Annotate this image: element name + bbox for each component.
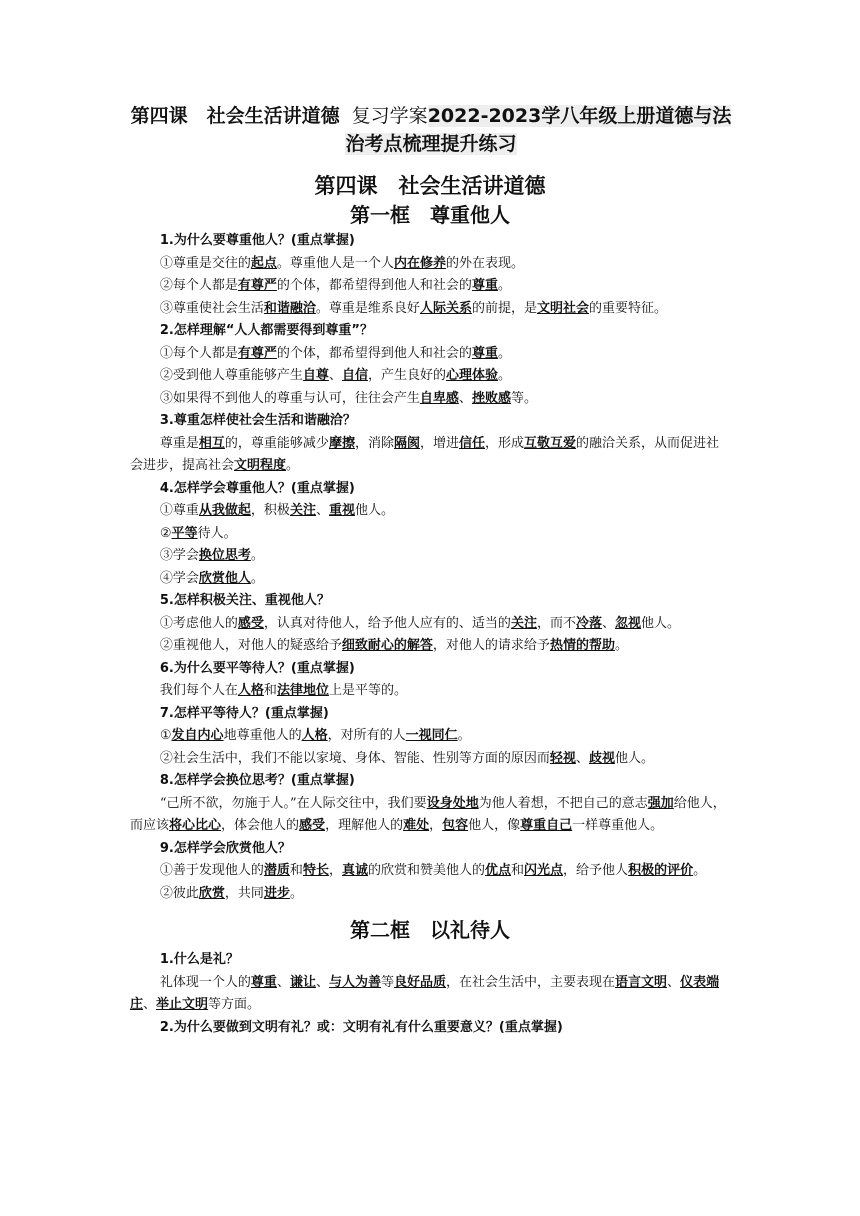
text-run: 、 <box>143 997 157 1012</box>
key-term: 谦让 <box>289 974 316 990</box>
text-run: 8.怎样学会换位思考？(重点掌握) <box>159 773 355 788</box>
text-run: 3.尊重怎样使社会生活和谐融洽？ <box>159 413 356 428</box>
text-run: ②重视他人，对他人的疑惑给予 <box>159 638 342 653</box>
text-run: 等。 <box>510 390 537 406</box>
text-run: ，共同 <box>224 885 264 901</box>
question-heading <box>130 838 730 861</box>
answer-paragraph <box>130 680 730 703</box>
text-run: 的前提，是 <box>471 300 537 316</box>
text-run: ， <box>429 818 443 833</box>
text-run: ②彼此 <box>159 885 199 901</box>
key-term: 人格 <box>237 683 264 698</box>
text-run: 、 <box>458 390 472 406</box>
text-run: ，给予他人 <box>563 863 629 878</box>
text-run: 。 <box>497 345 511 361</box>
key-term: 冷落 <box>575 615 602 631</box>
text-run: ①考虑他人的 <box>159 615 238 631</box>
key-term: 举止文明 <box>156 997 209 1012</box>
text-run: ③学会 <box>159 548 199 563</box>
key-term: 和谐融洽 <box>263 300 316 316</box>
text-run: 1.为什么要尊重他人？(重点掌握) <box>159 233 355 248</box>
answer-paragraph <box>130 972 730 1017</box>
answer-paragraph <box>130 253 730 276</box>
text-run: 。 <box>250 570 264 586</box>
key-term: 人格 <box>301 728 328 743</box>
text-run: ①善于发现他人的 <box>159 863 264 878</box>
text-run: 的重要特征。 <box>588 300 667 316</box>
key-term: 平等 <box>171 525 198 541</box>
key-term: 文明社会 <box>536 300 589 316</box>
text-run: 等 <box>380 974 394 990</box>
key-term: 关注 <box>510 615 537 631</box>
key-term: 起点 <box>250 255 277 271</box>
text-run: 。 <box>497 368 511 383</box>
text-run: 和 <box>289 863 303 878</box>
key-term: 重视 <box>328 503 355 518</box>
text-run: 、 <box>667 974 681 990</box>
question-heading <box>130 320 730 343</box>
key-term: 进步 <box>263 885 290 901</box>
key-term: 自卑感 <box>419 390 459 406</box>
key-term: 潜质 <box>263 863 290 878</box>
title-review: 复习学案 <box>351 105 428 127</box>
key-term: 换位思考 <box>198 548 251 563</box>
key-term: 与人为善 <box>328 974 381 990</box>
text-run: 和 <box>511 863 525 878</box>
text-run: 、 <box>575 750 589 766</box>
answer-paragraph <box>130 343 730 366</box>
answer-paragraph <box>130 523 730 546</box>
question-heading <box>130 658 730 681</box>
text-run: 。 <box>614 638 628 653</box>
key-term: 感受 <box>299 818 326 833</box>
question-heading <box>130 1017 730 1040</box>
text-run: 。 <box>457 728 471 743</box>
text-run: 为他人着想，不把自己的意志 <box>478 795 648 811</box>
text-run: ， <box>328 863 342 878</box>
key-term: 尊重自己 <box>520 818 573 833</box>
title-course: 2022-2023学八年级上册道德与法治考点梳理提升练习 <box>345 105 732 155</box>
document-body <box>130 172 730 1039</box>
question-heading <box>130 230 730 253</box>
key-term: 特长 <box>302 863 329 878</box>
key-term: 歧视 <box>588 750 615 766</box>
text-run: ，而不 <box>536 615 576 631</box>
text-run: 他人，像 <box>468 818 521 833</box>
text-run: 2.为什么要做到文明有礼？或：文明有礼有什么重要意义？(重点掌握) <box>159 1019 563 1035</box>
text-run: 4.怎样学会尊重他人？(重点掌握) <box>159 480 355 496</box>
text-run: ③尊重使社会生活 <box>159 300 264 316</box>
text-run: 给他人，而应该 <box>130 795 726 833</box>
text-run: ，体会他人的 <box>221 818 300 833</box>
text-run: 的，尊重能够减少 <box>224 435 329 451</box>
document-title <box>126 102 736 158</box>
key-term: 优点 <box>485 863 512 878</box>
text-run: ，在社会生活中，主要表现在 <box>446 974 616 990</box>
text-run: 尊重是 <box>159 435 199 451</box>
text-run: 。尊重他人是一个人 <box>276 255 394 271</box>
text-run: ，积极 <box>250 503 290 518</box>
text-run: ①尊重是交往的 <box>159 255 251 271</box>
key-term: 热情的帮助 <box>549 638 615 653</box>
key-term: 摩擦 <box>328 435 355 451</box>
answer-paragraph <box>130 275 730 298</box>
key-term: 包容 <box>442 818 469 833</box>
lesson-heading: 第四课 社会生活讲道德 <box>314 174 546 198</box>
text-run: 等方面。 <box>208 997 261 1012</box>
text-run: 我们每个人在 <box>159 683 238 698</box>
answer-paragraph <box>130 545 730 568</box>
key-term: 信任 <box>459 435 486 451</box>
key-term: 有尊严 <box>237 345 277 361</box>
text-run: 7.怎样平等待人？(重点掌握) <box>159 705 329 721</box>
text-run: 。 <box>250 548 264 563</box>
text-run: 他人。 <box>641 615 681 631</box>
answer-paragraph <box>130 883 730 906</box>
key-term: 内在修养 <box>393 255 446 271</box>
text-run: 。尊重是维系良好 <box>315 300 420 316</box>
section-content <box>130 230 730 905</box>
key-term: 法律地位 <box>276 683 329 698</box>
answer-paragraph <box>130 613 730 636</box>
text-run: ②每个人都是 <box>159 278 238 293</box>
text-run: ②受到他人尊重能够产生 <box>159 368 303 383</box>
key-term: 关注 <box>289 503 316 518</box>
key-term: 尊重 <box>471 278 498 293</box>
question-heading <box>130 949 730 972</box>
text-run: 和 <box>263 683 277 698</box>
text-run: 。 <box>286 458 300 473</box>
key-term: 轻视 <box>549 750 576 766</box>
section-heading: 第二框 以礼待人 <box>350 918 510 942</box>
key-term: 真诚 <box>341 863 368 878</box>
text-run: “己所不欲，勿施于人。”在人际交往中，我们要 <box>159 795 427 811</box>
text-run: ①每个人都是 <box>159 345 238 361</box>
key-term: 忽视 <box>615 615 642 631</box>
text-run: 6.为什么要平等待人？(重点掌握) <box>159 660 355 676</box>
key-term: 感受 <box>237 615 264 631</box>
key-term: 积极的评价 <box>628 863 694 878</box>
text-run: 的个体，都希望得到他人和社会的 <box>276 345 472 361</box>
text-run: 上是平等的。 <box>328 683 407 698</box>
key-term: 仪表端庄 <box>130 974 720 1012</box>
text-run: 、 <box>315 974 329 990</box>
text-run: ②社会生活中，我们不能以家境、身体、智能、性别等方面的原因而 <box>159 750 550 766</box>
text-run: ② <box>159 525 172 541</box>
key-term: 自信 <box>341 368 368 383</box>
question-heading <box>130 590 730 613</box>
text-run: ，认真对待他人，给予他人应有的、适当的 <box>263 615 511 631</box>
key-term: 文明程度 <box>234 458 287 473</box>
text-run: 地尊重他人的 <box>223 728 302 743</box>
question-heading <box>130 478 730 501</box>
text-run: 的融洽关系，从而促进社会进步，提高社会 <box>130 435 720 473</box>
text-run: 、 <box>601 615 615 631</box>
key-term: 闪光点 <box>524 863 564 878</box>
text-run: ，产生良好的 <box>367 368 446 383</box>
text-run: 待人。 <box>197 525 237 541</box>
key-term: 设身处地 <box>426 795 479 811</box>
text-run: 一样尊重他人。 <box>572 818 664 833</box>
key-term: 有尊严 <box>237 278 277 293</box>
answer-paragraph <box>130 500 730 523</box>
text-run: 。 <box>693 863 707 878</box>
answer-paragraph <box>130 793 730 838</box>
key-term: 难处 <box>403 818 430 833</box>
text-run: 2.怎样理解“人人都需要得到尊重”？ <box>159 323 373 338</box>
text-run: 他人。 <box>354 503 394 518</box>
text-run: 的外在表现。 <box>445 255 524 271</box>
answer-paragraph <box>130 433 730 478</box>
key-term: 发自内心 <box>171 728 224 743</box>
text-run: ，理解他人的 <box>325 818 404 833</box>
key-term: 挫败感 <box>471 390 511 406</box>
text-run: 9.怎样学会欣赏他人？ <box>159 840 291 856</box>
text-run: 5.怎样积极关注、重视他人？ <box>159 593 330 608</box>
text-run: ① <box>159 728 172 743</box>
answer-paragraph <box>130 568 730 591</box>
text-run: ，形成 <box>485 435 525 451</box>
section-heading: 第一框 尊重他人 <box>350 203 510 227</box>
text-run: ，消除 <box>354 435 394 451</box>
text-run: ①尊重 <box>159 503 199 518</box>
key-term: 尊重 <box>250 974 277 990</box>
text-run: 1.什么是礼？ <box>159 952 239 967</box>
answer-paragraph <box>130 860 730 883</box>
text-run: ③如果得不到他人的尊重与认可，往往会产生 <box>159 390 420 406</box>
answer-paragraph <box>130 365 730 388</box>
key-term: 心理体验 <box>445 368 498 383</box>
key-term: 良好品质 <box>394 974 447 990</box>
key-term: 隔阂 <box>393 435 420 451</box>
question-heading <box>130 410 730 433</box>
key-term: 相互 <box>198 435 225 451</box>
text-run: 、 <box>276 974 290 990</box>
text-run: 他人。 <box>614 750 654 766</box>
key-term: 人际关系 <box>419 300 472 316</box>
key-term: 语言文明 <box>615 974 668 990</box>
key-term: 互敬互爱 <box>524 435 577 451</box>
key-term: 强加 <box>647 795 674 811</box>
text-run: ④学会 <box>159 570 199 586</box>
title-lesson: 第四课 社会生活讲道德 <box>130 105 340 127</box>
answer-paragraph <box>130 298 730 321</box>
key-term: 尊重 <box>471 345 498 361</box>
text-run: 的个体，都希望得到他人和社会的 <box>276 278 472 293</box>
text-run: 、 <box>315 503 329 518</box>
answer-paragraph <box>130 635 730 658</box>
section-content <box>130 949 730 1039</box>
key-term: 自尊 <box>302 368 329 383</box>
text-run: 礼体现一个人的 <box>159 974 251 990</box>
question-heading <box>130 770 730 793</box>
text-run: ，增进 <box>419 435 459 451</box>
key-term: 欣赏他人 <box>198 570 251 586</box>
answer-paragraph <box>130 748 730 771</box>
answer-paragraph <box>130 388 730 411</box>
text-run: 的欣赏和赞美他人的 <box>367 863 485 878</box>
question-heading <box>130 703 730 726</box>
text-run: 、 <box>328 368 342 383</box>
key-term: 细致耐心的解答 <box>341 638 433 653</box>
text-run: 。 <box>289 885 303 901</box>
text-run: 。 <box>497 278 511 293</box>
answer-paragraph <box>130 725 730 748</box>
section-spacer <box>130 905 730 915</box>
key-term: 从我做起 <box>198 503 251 518</box>
key-term: 一视同仁 <box>405 728 458 743</box>
key-term: 欣赏 <box>198 885 225 901</box>
key-term: 将心比心 <box>169 818 222 833</box>
text-run: ，对所有的人 <box>327 728 406 743</box>
text-run: ，对他人的请求给予 <box>432 638 550 653</box>
